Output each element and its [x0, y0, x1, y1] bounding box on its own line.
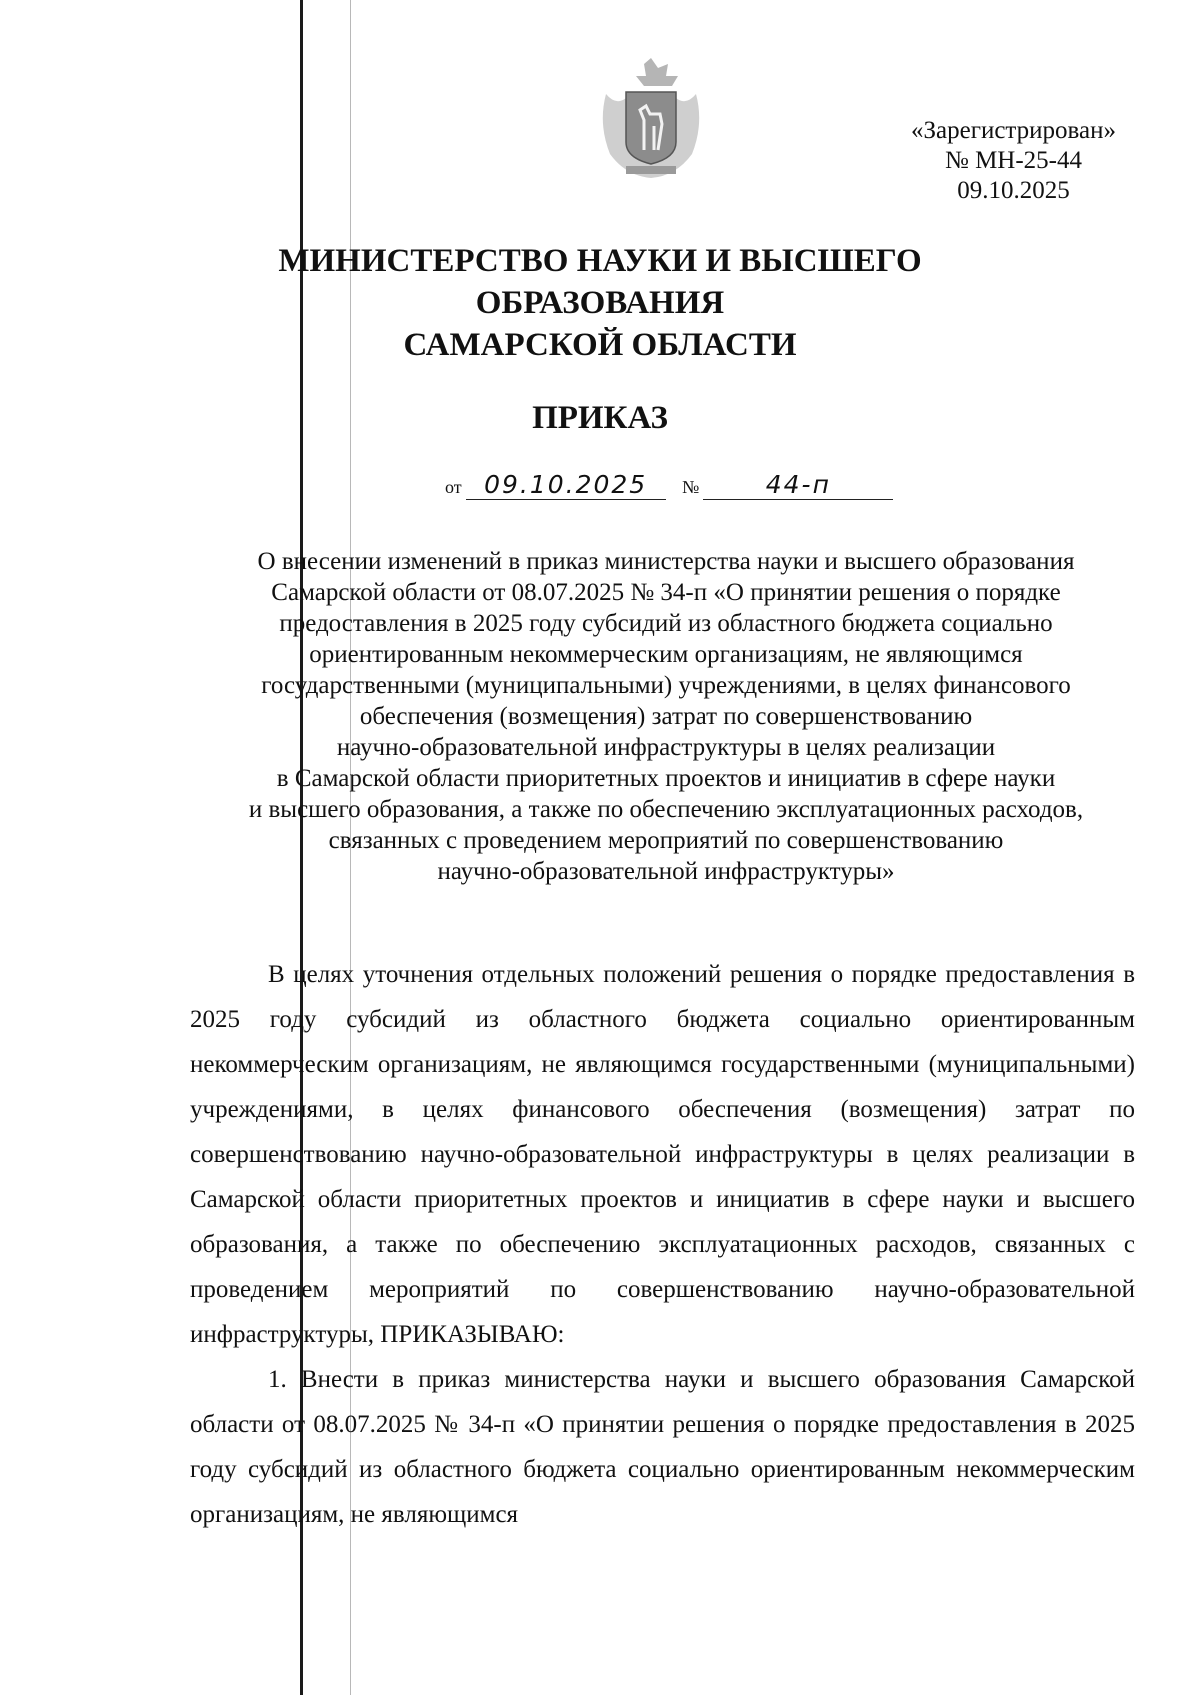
ministry-title — [0, 240, 1200, 366]
subject-line: предоставления в 2025 году субсидий из областного бюджета социально — [279, 610, 1053, 637]
date-label: от — [445, 477, 462, 497]
subject-line: государственными (муниципальными) учреждениями, в целях финансового — [261, 672, 1071, 699]
subject-line: ориентированным некоммерческим организациям, не являющимся — [309, 641, 1023, 668]
order-body — [190, 952, 1135, 1537]
registration-number: № МН-25-44 — [944, 147, 1083, 174]
preamble-paragraph: В целях уточнения отдельных положений решения о порядке предоставления в 2025 году субсидий из областного бюджета социально ориентированным некоммерческим организациям, не являющимся государственными (муниципальными) учреждениями, в целях финансового обеспечения (возмещения) затрат по совершенствованию научно-образовательной инфраструктуры в целях реализации в Самарской области приоритетных проектов и инициатив в сфере науки и высшего образования, а также по обеспечению эксплуатационных расходов, связанных с проведением мероприятий по совершенствованию научно-образовательной инфраструктуры, ПРИКАЗЫВАЮ: — [190, 961, 1135, 1348]
document-type: ПРИКАЗ — [532, 400, 668, 436]
registration-date: 09.10.2025 — [957, 177, 1070, 204]
number-label: № — [682, 477, 700, 497]
order-subject — [186, 546, 1146, 887]
subject-line: О внесении изменений в приказ министерства науки и высшего образования — [257, 548, 1075, 575]
subject-line: обеспечения (возмещения) затрат по совершенствованию — [359, 703, 973, 730]
handwritten-date: 09.10.2025 — [466, 470, 666, 500]
item-1-paragraph: 1. Внести в приказ министерства науки и высшего образования Самарской области от 08.07.2025 № 34-п «О принятии решения о порядке предоставления в 2025 году субсидий из областного бюджета социально ориентированным некоммерческим организациям, не являющимся — [190, 1366, 1135, 1528]
subject-line: Самарской области от 08.07.2025 № 34-п «О принятии решения о порядке — [271, 579, 1061, 606]
registration-status: «Зарегистрирован» — [910, 117, 1116, 144]
ministry-title-line1: МИНИСТЕРСТВО НАУКИ И ВЫСШЕГО — [278, 243, 922, 279]
registration-stamp — [911, 116, 1116, 206]
handwritten-number: 44-п — [703, 470, 893, 500]
coat-of-arms-emblem — [596, 54, 706, 182]
subject-line: в Самарской области приоритетных проектов и инициатив в сфере науки — [276, 765, 1056, 792]
subject-line: и высшего образования, а также по обеспечению эксплуатационных расходов, — [248, 796, 1084, 823]
subject-line: связанных с проведением мероприятий по совершенствованию — [328, 827, 1004, 854]
subject-line: научно-образовательной инфраструктуры» — [437, 858, 895, 885]
order-reference — [445, 470, 893, 500]
ministry-title-line3: САМАРСКОЙ ОБЛАСТИ — [403, 327, 797, 363]
subject-line: научно-образовательной инфраструктуры в целях реализации — [336, 734, 996, 761]
ministry-title-line2: ОБРАЗОВАНИЯ — [475, 285, 725, 321]
